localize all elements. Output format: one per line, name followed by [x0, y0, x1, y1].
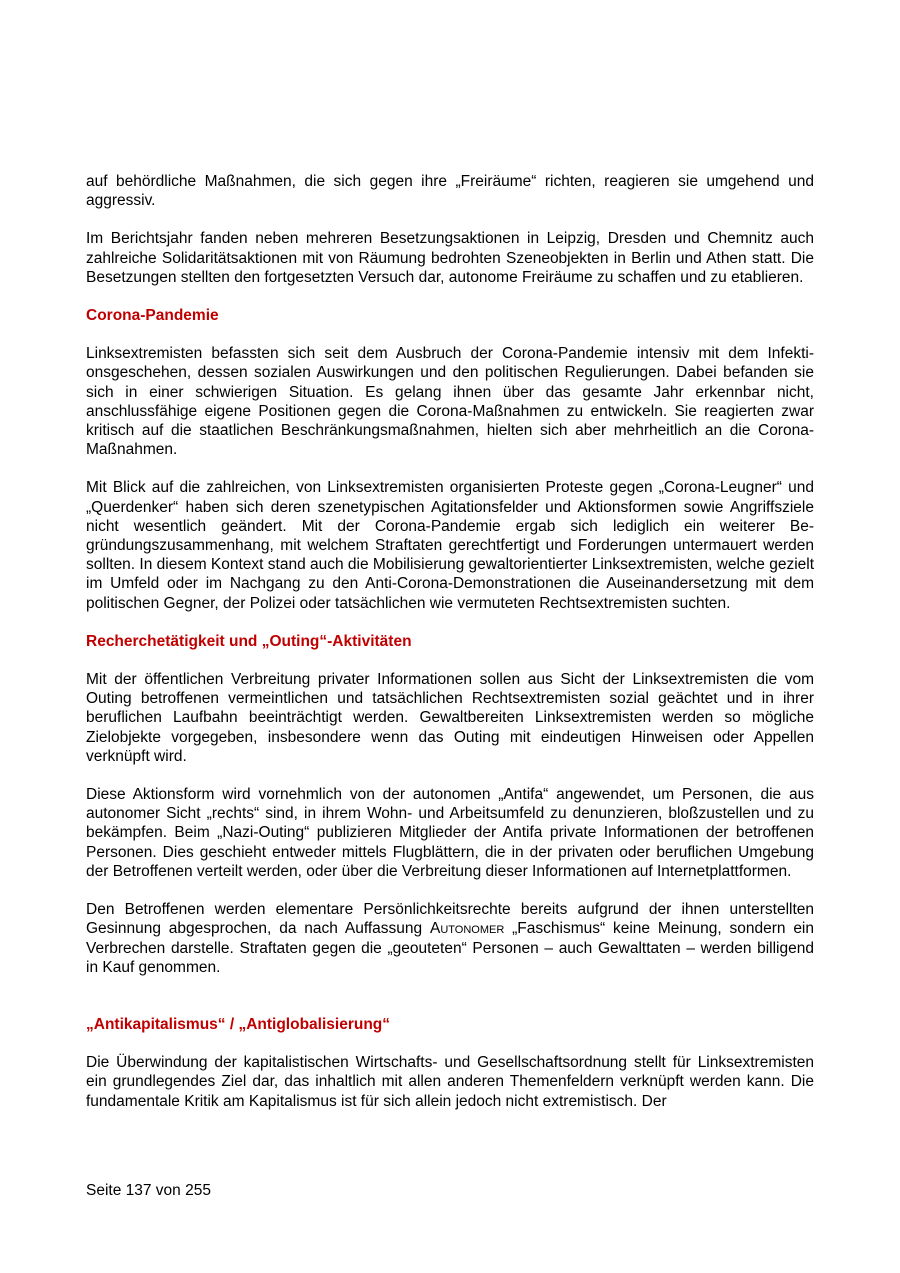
paragraph-corona-2: Mit Blick auf die zahlreichen, von Linksextremisten organisierten Proteste gegen „Corona-Leugner“ und „Querdenker“ haben sich deren szenetypischen Agitationsfelder und Aktionsformen sowie Angriffsziele nicht wesentlich geändert. Mit der Corona-Pandemie ergab sich lediglich ein weiterer Begründungszusammenhang, mit welchem Straftaten gerechtfertigt und Forderungen untermauert werden sollten. In diesem Kontext stand auch die Mobilisierung gewaltorientierter Linksextremisten, welche gezielt im Umfeld oder im Nachgang zu den Anti-Corona-Demonstrationen die Auseinandersetzung mit dem politischen Gegner, der Polizei oder tatsächlichen wie vermuteten Rechtsextremisten suchten.: [86, 479, 815, 612]
paragraph-besetzungen: Im Berichtsjahr fanden neben mehreren Besetzungsaktionen in Leipzig, Dresden und Chemnitz auch zahlreiche Solidaritätsaktionen mit von Räumung bedrohten Szeneobjekten in Berlin und Athen statt. Die Besetzungen stellten den fortgesetzten Versuch dar, autonome Freiräume zu schaffen und zu etablieren.: [86, 230, 814, 286]
paragraph-antikapitalismus: Die Überwindung der kapitalistischen Wirtschafts- und Gesellschaftsordnung stellt für Linksextremisten ein grundlegendes Ziel dar, das inhaltlich mit allen anderen Themenfeldern verknüpft werden kann. Die fundamentale Kritik am Kapitalismus ist für sich allein jedoch nicht extremistisch. Der: [86, 1054, 814, 1110]
paragraph-outing-2: Diese Aktionsform wird vornehmlich von der autonomen „Antifa“ angewendet, um Personen, die aus autonomer Sicht „rechts“ sind, in ihrem Wohn- und Arbeitsumfeld zu denunzieren, bloßzustellen und zu bekämpfen. Beim „Nazi-Outing“ publizieren Mitglieder der Antifa private Informationen der betroffenen Personen. Dies geschieht entweder mittels Flugblättern, die in der privaten oder beruflichen Umgebung der Betroffenen verteilt werden, oder über die Verbreitung dieser Informationen auf Internetplattformen.: [86, 786, 814, 880]
heading-antikapitalismus: „Antikapitalismus“ / „Antiglobalisierung“: [86, 1015, 391, 1033]
paragraph-corona-1: Linksextremisten befassten sich seit dem Ausbruch der Corona-Pandemie intensiv mit dem Infektionsgeschehen, dessen sozialen Auswirkungen und den politischen Regulierungen. Dabei befanden sie sich in einer schwierigen Situation. Es gelang ihnen über das gesamte Jahr erkennbar nicht, anschlussfähige eigene Positionen gegen die Corona-Maßnahmen zu entwickeln. Sie reagierten zwar kritisch auf die staatlichen Beschränkungsmaßnahmen, hielten sich aber mehrheitlich an die Corona-Maßnahmen.: [86, 345, 814, 459]
heading-corona-pandemie: Corona-Pandemie: [86, 307, 219, 325]
paragraph-outing-3-a: Den Betroffenen werden elementare Persönlichkeitsrechte bereits aufgrund der ihnen unterstellten Gesinnung abgesprochen, da nach Auffassung: [86, 901, 814, 938]
page-number: Seite 137 von 255: [86, 1182, 211, 1199]
smallcaps-autonomer: Autonomer: [429, 920, 505, 938]
heading-outing: Recherchetätigkeit und „Outing“-Aktivitäten: [86, 632, 412, 650]
paragraph-outing-3: [86, 900, 814, 977]
document-body: [86, 172, 814, 1111]
paragraph-outing-3-b: „Faschismus“ keine Meinung, sondern ein Verbrechen darstelle. Straftaten gegen die „geouteten“ Personen – auch Gewalttaten – werden billigend in Kauf genommen.: [86, 920, 815, 976]
paragraph-outing-1: Mit der öffentlichen Verbreitung privater Informationen sollen aus Sicht der Linksextremisten die vom Outing betroffenen vermeintlichen und tatsächlichen Rechtsextremisten sozial geächtet und in ihrer beruflichen Laufbahn beeinträchtigt werden. Gewaltbereiten Linksextremisten werden so mögliche Zielobjekte vorgegeben, insbesondere wenn das Outing mit eindeutigen Hinweisen oder Appellen verknüpft wird.: [86, 671, 814, 765]
paragraph-freiraeume-end: auf behördliche Maßnahmen, die sich gegen ihre „Freiräume“ richten, reagieren sie umgehend und aggressiv.: [86, 173, 814, 210]
